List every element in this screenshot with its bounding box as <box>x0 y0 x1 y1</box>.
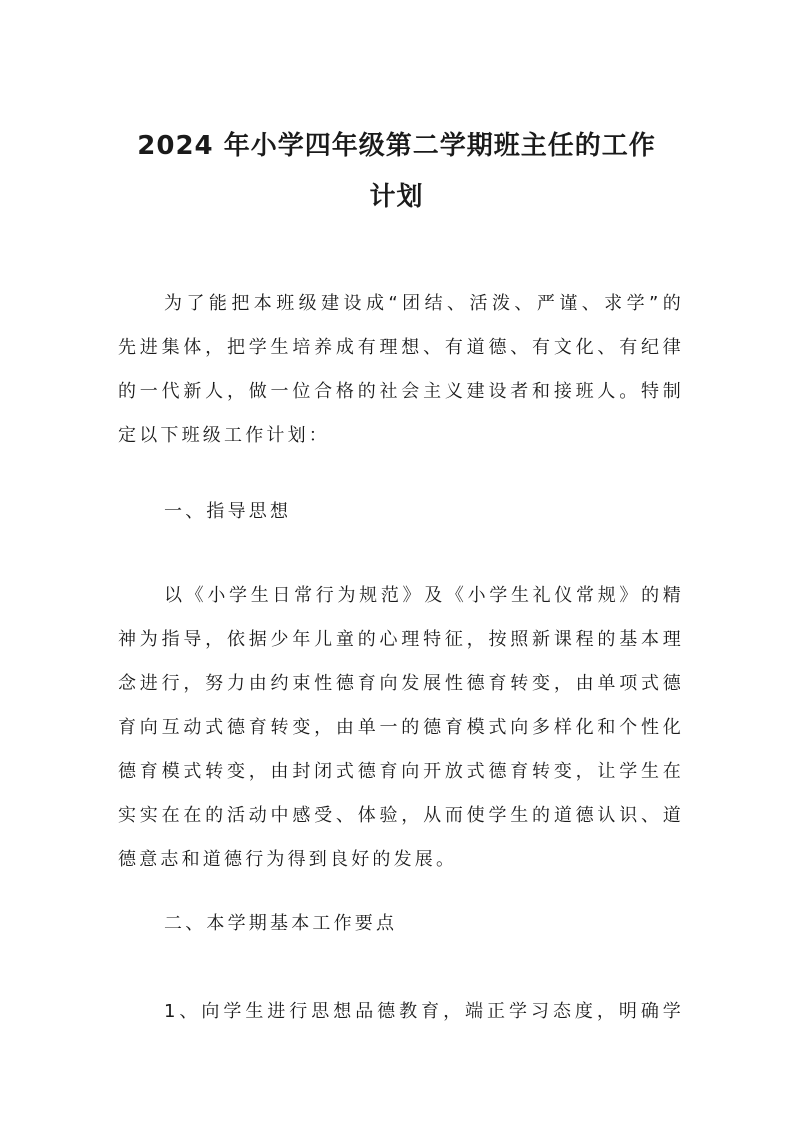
intro-line: 的一代新人，做一位合格的社会主义建设者和接班人。特制 <box>118 381 684 402</box>
document-title-line-2: 计划 <box>369 182 424 212</box>
section-2-item-1-line: 1、向学生进行思想品德教育，端正学习态度，明确学 <box>164 1001 684 1022</box>
section-1-heading-block <box>118 490 684 534</box>
intro-line: 先进集体，把学生培养成有理想、有道德、有文化、有纪律 <box>118 337 684 358</box>
section-2-item-1 <box>118 990 684 1034</box>
section-2-heading-block <box>118 902 684 946</box>
section-1-heading: 一、指导思想 <box>164 501 292 522</box>
section-1-line: 德意志和道德行为得到良好的发展。 <box>118 849 458 870</box>
intro-line: 定以下班级工作计划： <box>118 425 330 446</box>
section-1-line: 育向互动式德育转变，由单一的德育模式向多样化和个性化 <box>118 717 684 738</box>
section-2-heading: 二、本学期基本工作要点 <box>164 913 398 934</box>
section-1-line: 念进行，努力由约束性德育向发展性德育转变，由单项式德 <box>118 673 684 694</box>
intro-line: 为了能把本班级建设成“团结、活泼、严谨、求学”的 <box>164 293 684 314</box>
section-1-paragraph <box>118 574 684 882</box>
intro-paragraph <box>118 282 684 458</box>
section-1-line: 德育模式转变，由封闭式德育向开放式德育转变，让学生在 <box>118 761 684 782</box>
section-1-line: 以《小学生日常行为规范》及《小学生礼仪常规》的精 <box>164 585 684 606</box>
document-title-line-1: 2024 年小学四年级第二学期班主任的工作 <box>137 131 656 161</box>
section-1-line: 实实在在的活动中感受、体验，从而使学生的道德认识、道 <box>118 805 684 826</box>
section-1-line: 神为指导，依据少年儿童的心理特征，按照新课程的基本理 <box>118 629 684 650</box>
